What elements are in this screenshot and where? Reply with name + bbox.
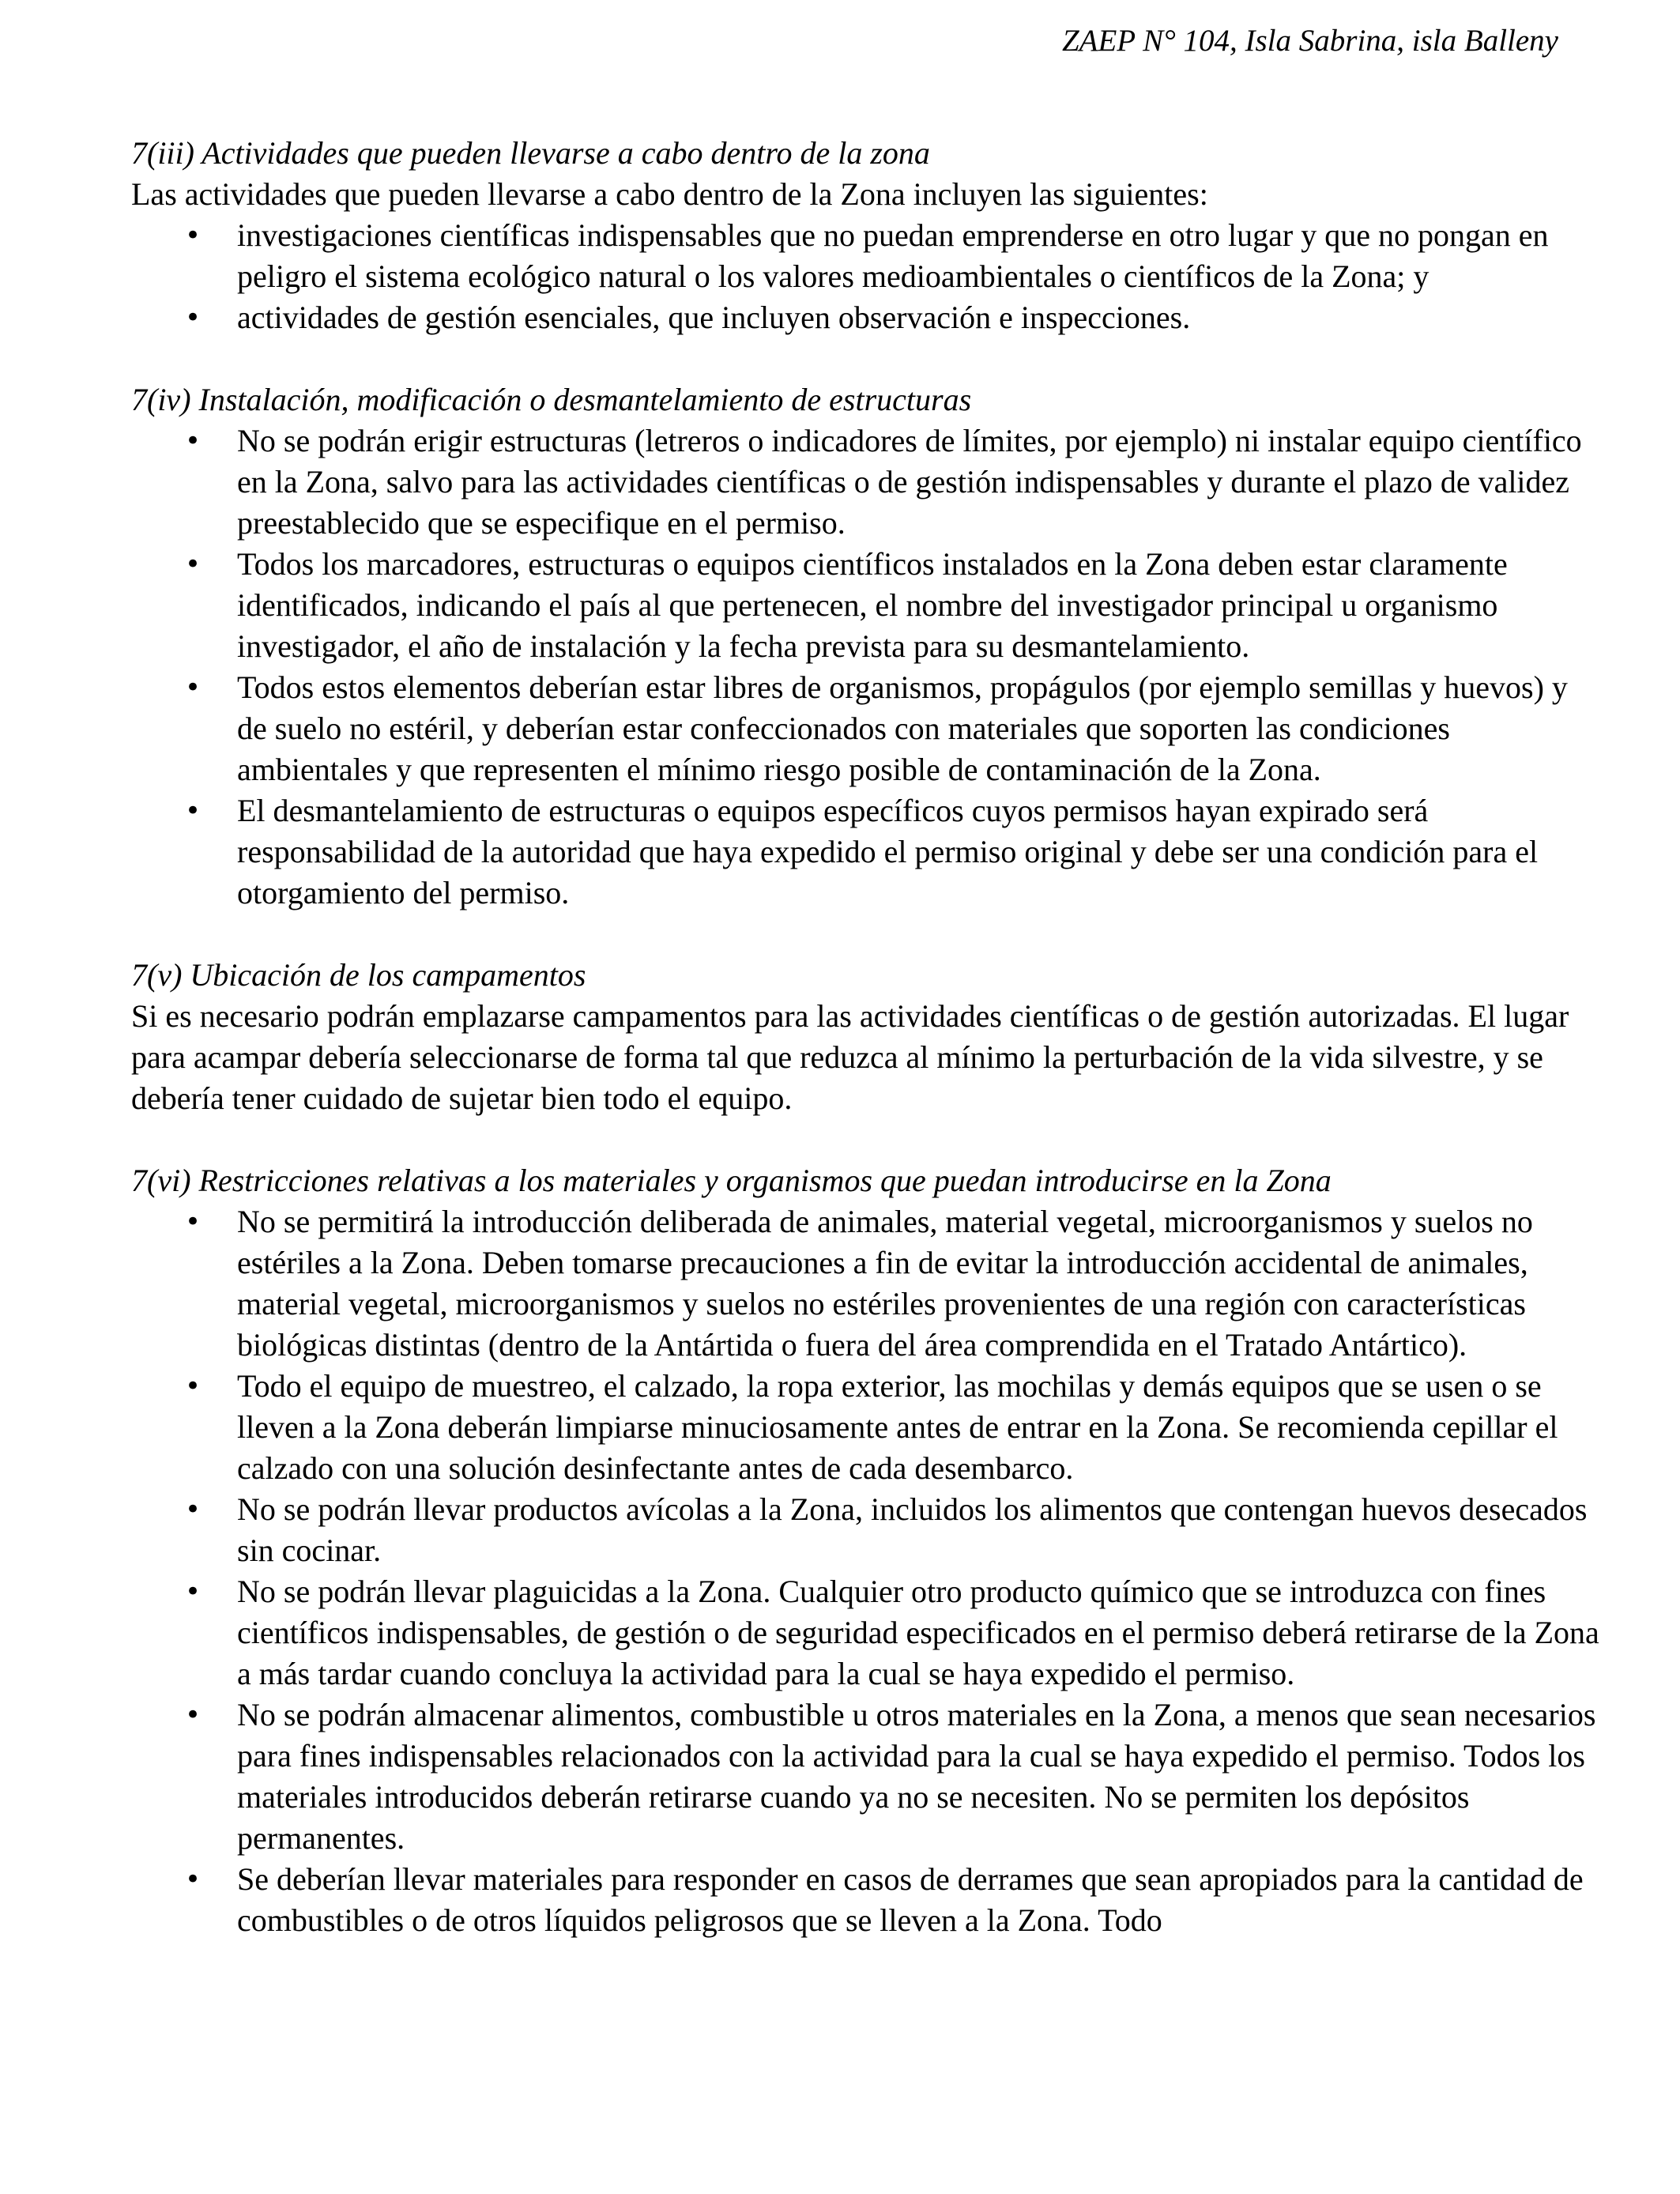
bullet-list [131, 1201, 1601, 1941]
bullet-list [131, 215, 1601, 338]
list-item: • No se podrán almacenar alimentos, combustible u otros materiales en la Zona, a menos que sean necesarios para fines indispensables relacionados con la actividad para la cual se haya expedido el permiso. Todos los materiales introducidos deberán retirarse cuando ya no se necesiten. No se permiten los depósitos permanentes. [131, 1695, 1601, 1859]
section-heading: 7(iv) Instalación, modificación o desmantelamiento de estructuras [131, 382, 972, 417]
list-item: • Todo el equipo de muestreo, el calzado, la ropa exterior, las mochilas y demás equipos que se usen o se lleven a la Zona deberán limpiarse minuciosamente antes de entrar en la Zona. Se recomienda cepillar el calzado con una solución desinfectante antes de cada desembarco. [131, 1366, 1601, 1489]
list-item: • No se podrán llevar productos avícolas a la Zona, incluidos los alimentos que contengan huevos desecados sin cocinar. [131, 1489, 1601, 1571]
section-7iv [131, 379, 1601, 914]
section-heading: 7(iii) Actividades que pueden llevarse a cabo dentro de la zona [131, 135, 930, 171]
list-item: • actividades de gestión esenciales, que incluyen observación e inspecciones. [131, 297, 1601, 338]
section-heading: 7(vi) Restricciones relativas a los materiales y organismos que puedan introducirse en la Zona [131, 1163, 1332, 1198]
list-item: • investigaciones científicas indispensables que no puedan emprenderse en otro lugar y que no pongan en peligro el sistema ecológico natural o los valores medioambientales o científicos de la Zona; y [131, 215, 1601, 297]
list-item: • Todos los marcadores, estructuras o equipos científicos instalados en la Zona deben estar claramente identificados, indicando el país al que pertenecen, el nombre del investigador principal u organismo investigador, el año de instalación y la fecha prevista para su desmantelamiento. [131, 544, 1601, 667]
running-header: ZAEP N° 104, Isla Sabrina, isla Balleny [1061, 24, 1558, 58]
list-item: • No se podrán erigir estructuras (letreros o indicadores de límites, por ejemplo) ni instalar equipo científico en la Zona, salvo para las actividades científicas o de gestión indispensables y durante el plazo de validez preestablecido que se especifique en el permiso. [131, 420, 1601, 544]
section-7iii [131, 133, 1601, 338]
section-7v [131, 955, 1601, 1119]
list-item: • No se podrán llevar plaguicidas a la Zona. Cualquier otro producto químico que se introduzca con fines científicos indispensables, de gestión o de seguridad especificados en el permiso deberá retirarse de la Zona a más tardar cuando concluya la actividad para la cual se haya expedido el permiso. [131, 1571, 1601, 1695]
list-item: • Se deberían llevar materiales para responder en casos de derrames que sean apropiados para la cantidad de combustibles o de otros líquidos peligrosos que se lleven a la Zona. Todo [131, 1859, 1601, 1941]
bullet-list [131, 420, 1601, 914]
section-7vi [131, 1160, 1601, 1941]
section-heading: 7(v) Ubicación de los campamentos [131, 957, 586, 993]
list-item: • No se permitirá la introducción deliberada de animales, material vegetal, microorganismos y suelos no estériles a la Zona. Deben tomarse precauciones a fin de evitar la introducción accidental de animales, material vegetal, microorganismos y suelos no estériles provenientes de una región con características biológicas distintas (dentro de la Antártida o fuera del área comprendida en el Tratado Antártico). [131, 1201, 1601, 1366]
list-item: • Todos estos elementos deberían estar libres de organismos, propágulos (por ejemplo semillas y huevos) y de suelo no estéril, y deberían estar confeccionados con materiales que soporten las condiciones ambientales y que representen el mínimo riesgo posible de contaminación de la Zona. [131, 667, 1601, 790]
document-body [131, 133, 1601, 1982]
section-paragraph: Si es necesario podrán emplazarse campamentos para las actividades científicas o de gestión autorizadas. El lugar para acampar debería seleccionarse de forma tal que reduzca al mínimo la perturbación de la vida silvestre, y se debería tener cuidado de sujetar bien todo el equipo. [131, 998, 1569, 1116]
list-item: • El desmantelamiento de estructuras o equipos específicos cuyos permisos hayan expirado será responsabilidad de la autoridad que haya expedido el permiso original y debe ser una condición para el otorgamiento del permiso. [131, 790, 1601, 914]
section-paragraph: Las actividades que pueden llevarse a cabo dentro de la Zona incluyen las siguientes: [131, 176, 1208, 212]
